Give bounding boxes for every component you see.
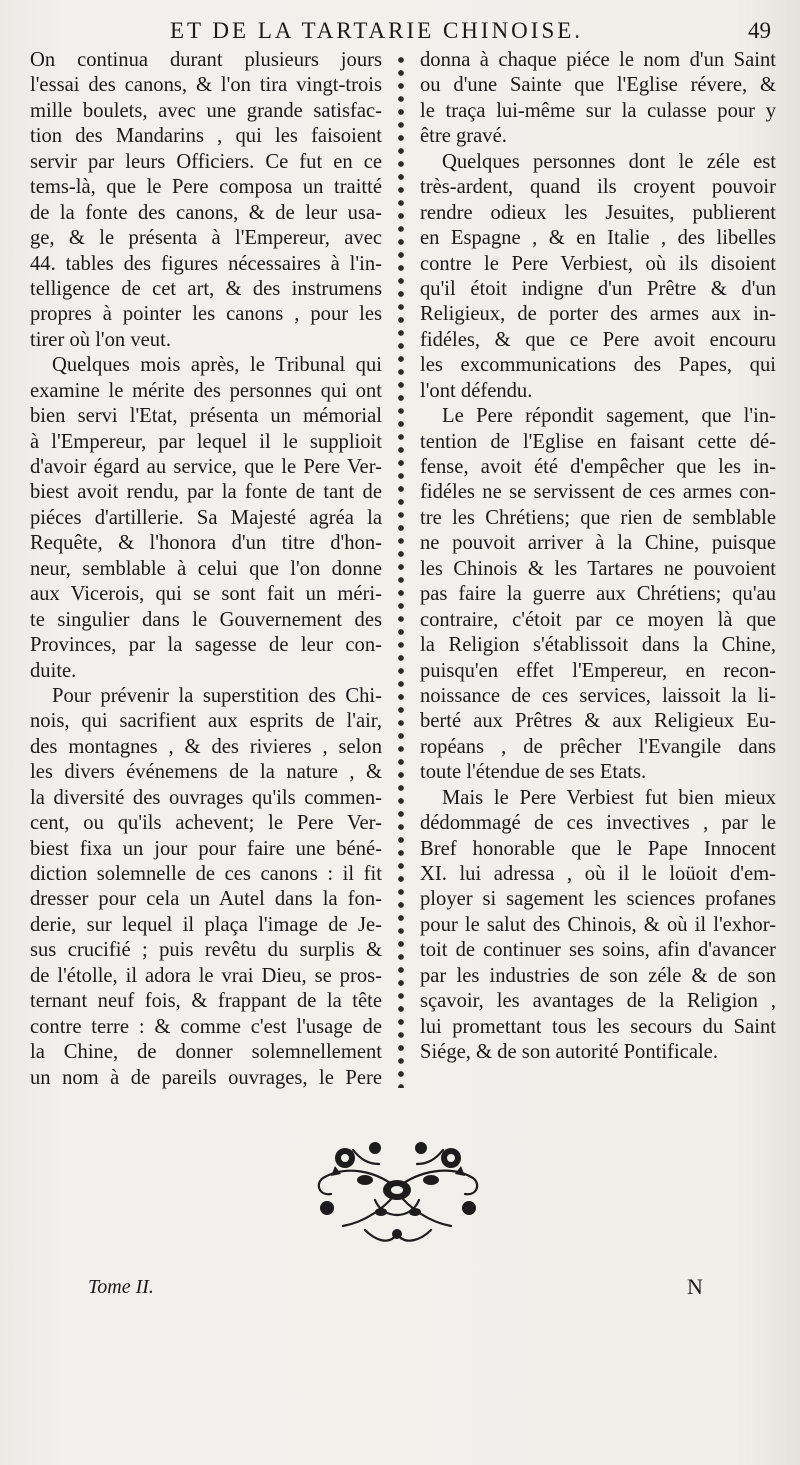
text-line: qu'il étoit indigne d'un Prêtre & d'un — [420, 277, 776, 300]
text-line: Religieux, de porter des armes aux in- — [420, 303, 776, 326]
text-line: dresser pour cela un Autel dans la fon- — [30, 888, 382, 911]
text-line: piéces d'artillerie. Sa Majesté agréa la — [30, 506, 382, 529]
text-line: un nom à de pareils ouvrages, le Pere — [30, 1066, 382, 1089]
text-line: dédommagé de ces invectives , par le — [420, 812, 776, 835]
text-line: les excommunications des Papes, qui — [420, 354, 776, 377]
text-line: fidéles ne se servissent de ces armes con- — [420, 481, 776, 504]
text-line: ropéans , de prêcher l'Evangile dans — [420, 735, 776, 758]
text-line: neur, semblable à celui que l'on donne — [30, 557, 382, 580]
text-line: sçavoir, les avantages de la Religion , — [420, 990, 776, 1013]
text-line: tention de l'Eglise en faisant cette dé- — [420, 430, 776, 453]
text-line: à l'Empereur, par lequel il le supplioit — [30, 430, 382, 453]
text-line: tre les Chrétiens; que rien de semblable — [420, 506, 776, 529]
running-title: ET DE LA TARTARIE CHINOISE. — [170, 18, 584, 43]
text-line: Siége, & de son autorité Pontificale. — [420, 1041, 718, 1064]
text-line: Bref honorable que le Pape Innocent — [420, 837, 776, 860]
text-line: d'avoir égard au service, que le Pere Ver- — [30, 456, 382, 478]
text-line: par les industries de son zéle & de son — [420, 964, 776, 987]
text-line: examine le mérite des personnes qui ont — [30, 379, 382, 402]
text-line: 44. tables des figures nécessaires à l'in- — [30, 252, 382, 275]
text-line: ou d'une Sainte que l'Eglise révere, & — [420, 74, 776, 97]
text-line: Quelques mois après, le Tribunal qui — [52, 354, 382, 377]
text-line: le traça lui-même sur la culasse pour y — [420, 99, 776, 122]
text-line: pour le salut des Chinois, & où il l'exhor- — [420, 913, 776, 936]
text-line: contre le Pere Verbiest, où ils disoient — [420, 252, 776, 275]
text-line: toit de continuer ses soins, afin d'avancer — [420, 939, 776, 962]
text-line: pas faire la guerre aux Chrétiens; qu'au — [420, 583, 776, 606]
text-line: cent, ou qu'ils achevent; le Pere Ver- — [30, 812, 382, 835]
text-line: tirer où l'on veut. — [30, 328, 171, 351]
text-line: être gravé. — [420, 125, 507, 148]
text-line: bien servi l'Etat, présenta un mémorial — [30, 405, 382, 428]
page-number: 49 — [748, 18, 771, 43]
text-line: servir par leurs Officiers. Ce fut en ce — [30, 150, 382, 173]
text-line: XI. lui adressa , où il le loüoit d'em- — [420, 863, 776, 885]
text-line: berté aux Prêtres & aux Religieux Eu- — [420, 710, 776, 733]
text-line: te singulier dans le Gouvernement des — [30, 608, 382, 631]
text-line: telligence de cet art, & des instrumens — [30, 277, 382, 300]
text-line: très-ardent, quand ils croyent pouvoir — [420, 176, 776, 199]
text-line: en Espagne , & en Italie , des libelles — [420, 227, 776, 250]
text-line: biest fixa un jour pour faire une béné- — [30, 837, 382, 860]
text-line: duite. — [30, 659, 77, 682]
text-line: biest avoit rendu, par la fonte de tant de — [30, 481, 382, 504]
text-line: propres à pointer les canons , pour les — [30, 303, 382, 326]
text-line: ternant neuf fois, & frappant de la tête — [30, 990, 382, 1013]
text-line: l'ont défendu. — [420, 379, 533, 402]
right-text-column — [420, 48, 776, 1066]
text-line: aux Vicerois, qui se sont fait un méri- — [30, 583, 382, 606]
text-line: noissance de ces services, laissoit la li- — [420, 684, 776, 707]
text-line: Quelques personnes dont le zéle est — [442, 150, 776, 173]
text-line: de l'étolle, il adora le vrai Dieu, se pros- — [30, 964, 382, 987]
text-line: lui promettant tous les secours du Saint — [420, 1015, 776, 1038]
text-line: l'essai des canons, & l'on tira vingt-trois — [30, 74, 382, 97]
text-line: Mais le Pere Verbiest fut bien mieux — [442, 786, 776, 809]
text-line: les divers événemens de la nature , & — [30, 761, 382, 784]
text-line: des montagnes , & des rivieres , selon — [30, 735, 382, 758]
text-line: fense, avoit été d'empêcher que les in- — [420, 456, 776, 478]
text-line: donna à chaque piéce le nom d'un Saint — [420, 49, 776, 71]
text-line: contraire, c'étoit par ce moyen là que — [420, 608, 776, 631]
text-line: mille boulets, avec une grande satisfac- — [30, 99, 382, 122]
text-line: ge, & le présenta à l'Empereur, avec — [30, 227, 382, 250]
text-line: Provinces, par la sagesse de leur con- — [30, 634, 382, 657]
text-line: fidéles, & que ce Pere avoit encouru — [420, 328, 776, 351]
volume-label: Tome II. — [88, 1276, 154, 1298]
text-line: contre terre : & comme c'est l'usage de — [30, 1015, 382, 1038]
text-line: Pour prévenir la superstition des Chi- — [52, 684, 382, 707]
text-line: puisqu'en effet l'Empereur, en recon- — [420, 659, 776, 682]
column-divider — [393, 52, 409, 1088]
text-line: la diversité des ouvrages qu'ils commen- — [30, 786, 382, 809]
text-line: la Religion s'établissoit dans la Chine, — [420, 634, 776, 657]
text-line: Requête, & l'honora d'un titre d'hon- — [30, 532, 382, 555]
signature-mark: N — [687, 1274, 703, 1299]
text-line: rendre odieux les Jesuites, publierent — [420, 201, 776, 224]
running-head — [0, 18, 800, 48]
text-line: sus crucifié ; puis revêtu du surplis & — [30, 939, 382, 962]
text-line: toute l'étendue de ses Etats. — [420, 761, 647, 784]
text-line: de la fonte des canons, & de leur usa- — [30, 201, 382, 224]
text-line: la Chine, de donner solemnellement — [30, 1041, 382, 1064]
text-line: tems-là, que le Pere composa un traitté — [30, 176, 382, 199]
text-line: tion des Mandarins , qui les faisoient — [30, 125, 382, 148]
text-line: nois, qui sacrifient aux esprits de l'air, — [30, 710, 382, 733]
left-text-column — [30, 48, 382, 1091]
text-line: ne pouvoit arriver à la Chine, puisque — [420, 532, 776, 555]
text-line: diction solemnelle de ces canons : il fit — [30, 863, 382, 885]
floral-ornament-icon — [305, 1130, 490, 1250]
text-line: ployer si sagement les sciences profanes — [420, 888, 776, 911]
text-line: Le Pere répondit sagement, que l'in- — [442, 405, 776, 428]
text-line: les Chinois & les Tartares ne pouvoient — [420, 557, 776, 580]
text-line: On continua durant plusieurs jours — [30, 49, 382, 71]
text-line: derie, sur lequel il plaça l'image de Je- — [30, 913, 382, 936]
